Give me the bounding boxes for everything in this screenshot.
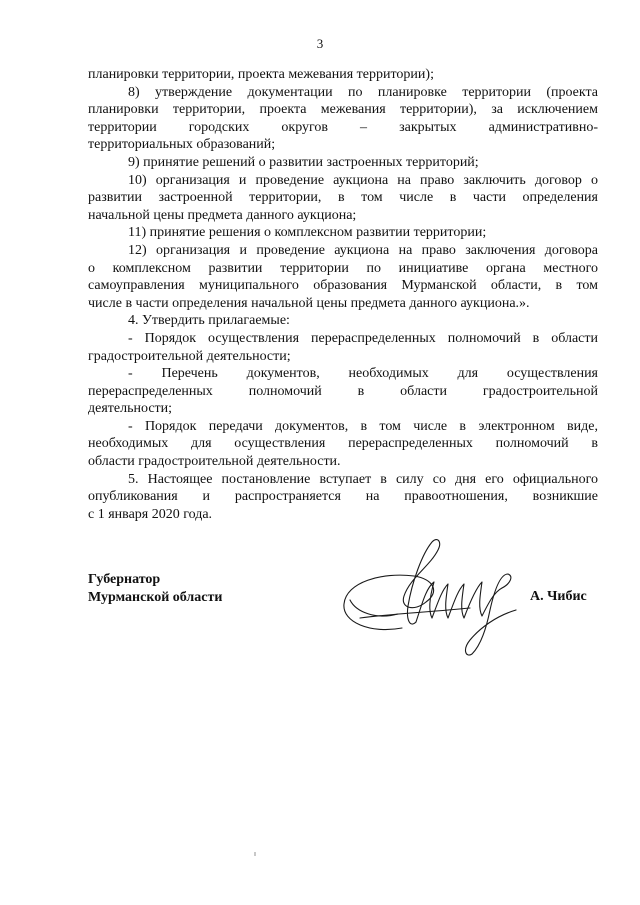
body-line: - Перечень документов, необходимых для осуществления xyxy=(128,366,598,382)
document-body xyxy=(88,66,598,523)
signatory-position-line2: Мурманской области xyxy=(88,590,223,605)
body-line: развитии застроенной территории, в том числе в части определения xyxy=(88,190,598,206)
body-line: планировки территории, проекта межевания территории), за исключением xyxy=(88,102,598,118)
body-line: 4. Утвердить прилагаемые: xyxy=(128,313,290,329)
body-line: 11) принятие решения о комплексном развитии территории; xyxy=(128,225,487,241)
body-line: необходимых для осуществления перераспределенных полномочий в xyxy=(88,436,598,452)
handwritten-signature xyxy=(330,530,530,660)
body-line: числе в части определения начальной цены предмета данного аукциона.». xyxy=(88,295,530,311)
body-line: градостроительной деятельности; xyxy=(88,348,291,364)
body-line: - Порядок передачи документов, в том числе в электронном виде, xyxy=(128,418,598,434)
body-line: - Порядок осуществления перераспределенных полномочий в области xyxy=(128,330,598,346)
signatory-name: А. Чибис xyxy=(530,589,587,604)
body-line: 8) утверждение документации по планировке территории (проекта xyxy=(128,84,598,100)
body-line: 5. Настоящее постановление вступает в силу со дня его официального xyxy=(128,471,598,487)
signatory-position-line1: Губернатор xyxy=(88,572,161,587)
signatory-title xyxy=(88,571,222,607)
body-line: 9) принятие решений о развитии застроенных территорий; xyxy=(128,154,479,170)
body-line: области градостроительной деятельности. xyxy=(88,454,341,470)
page-number: 3 xyxy=(316,36,324,51)
body-line: территориальных образований; xyxy=(88,137,276,153)
body-line: территории городских округов – закрытых административно- xyxy=(88,119,598,135)
body-line: перераспределенных полномочий в области градостроительной xyxy=(88,383,598,399)
body-line: 12) организация и проведение аукциона на право заключения договора xyxy=(128,242,598,258)
body-line: деятельности; xyxy=(88,401,173,417)
body-line: начальной цены предмета данного аукциона; xyxy=(88,207,357,223)
body-line: с 1 января 2020 года. xyxy=(88,506,213,522)
body-line: опубликования и распространяется на правоотношения, возникшие xyxy=(88,489,598,505)
body-line: планировки территории, проекта межевания территории); xyxy=(88,67,434,82)
scan-artifact xyxy=(254,852,256,856)
body-line: о комплексном развитии территории по инициативе органа местного xyxy=(88,260,598,276)
body-line: самоуправления муниципального образования Мурманской области, в том xyxy=(88,278,598,294)
body-line: 10) организация и проведение аукциона на право заключить договор о xyxy=(128,172,598,188)
